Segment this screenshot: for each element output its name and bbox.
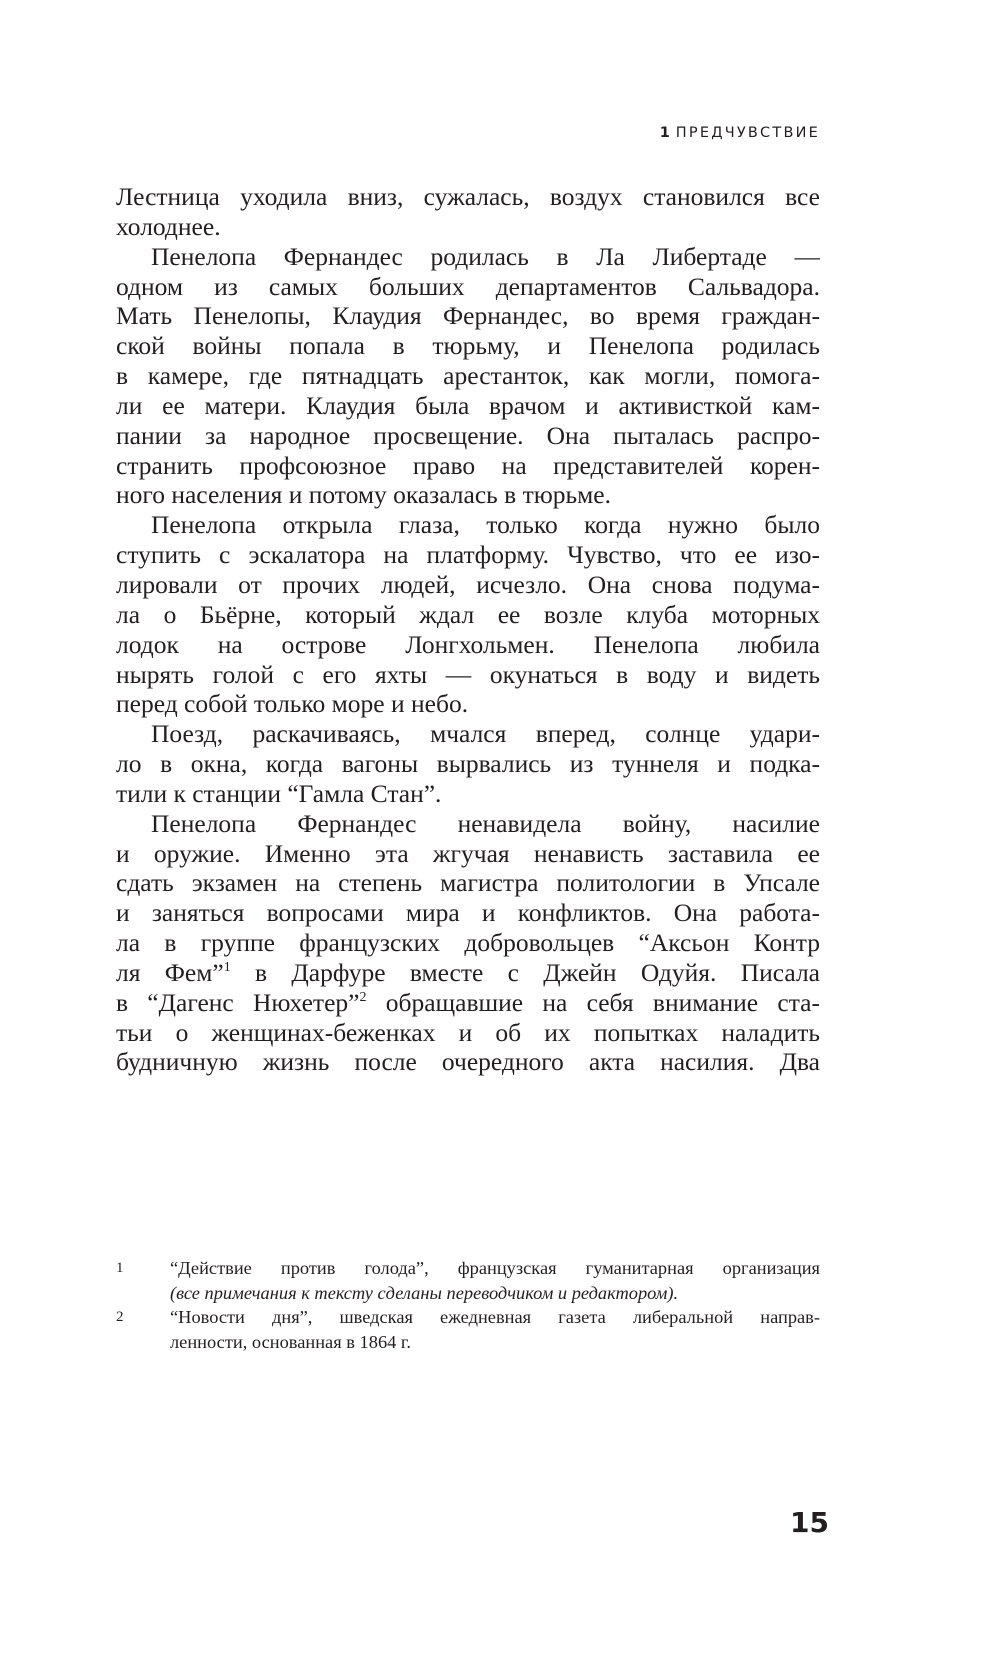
line-text: ного населения и потому оказалась в тюрьме. — [116, 480, 611, 510]
text-line — [116, 779, 820, 809]
line-text: обращавшие на себя внимание ста- — [366, 987, 820, 1017]
text-line — [116, 182, 820, 212]
chapter-title: ПРЕДЧУВСТВИЕ — [675, 125, 820, 141]
text-line — [116, 868, 820, 898]
line-text: Поезд, раскачиваясь, мчался вперед, солнце удари- — [151, 719, 820, 749]
text-line — [116, 480, 820, 510]
text-line — [116, 928, 820, 958]
text-line — [116, 689, 820, 719]
body-text — [116, 182, 820, 1077]
footnote-line: “Новости дня”, шведская ежедневная газета либеральной направ- — [170, 1307, 820, 1327]
line-text: ступить с эскалатора на платформу. Чувство, что ее изо- — [116, 540, 820, 570]
text-line — [116, 898, 820, 928]
line-text: нырять голой с его яхты — окунаться в воду и видеть — [116, 659, 820, 689]
footnotes — [116, 1256, 820, 1354]
line-text: одном из самых больших департаментов Сальвадора. — [116, 271, 820, 301]
line-text: ла о Бьёрне, который ждал ее возле клуба моторных — [116, 599, 820, 629]
line-text: и оружие. Именно эта жгучая ненависть заставила ее — [116, 838, 820, 868]
footnote-line: (все примечания к тексту сделаны переводчиком и редактором). — [170, 1282, 679, 1303]
running-head — [660, 125, 820, 141]
line-text: лировали от прочих людей, исчезло. Она снова подума- — [116, 569, 820, 599]
text-line — [116, 301, 820, 331]
text-line — [116, 719, 820, 749]
footnote-line: “Действие против голода”, французская гуманитарная организация — [170, 1258, 820, 1278]
text-line — [116, 540, 820, 570]
footnote-ref[interactable]: 2 — [359, 989, 367, 1005]
footnote — [116, 1256, 820, 1305]
line-text: странить профсоюзное право на представителей корен- — [116, 450, 820, 480]
line-text: Пенелопа Фернандес ненавидела войну, насилие — [151, 808, 820, 838]
text-line — [116, 451, 820, 481]
text-line — [116, 361, 820, 391]
text-line — [116, 212, 820, 242]
text-line — [116, 809, 820, 839]
text-line — [116, 958, 820, 988]
footnote — [116, 1305, 820, 1354]
text-line — [116, 272, 820, 302]
text-line — [116, 839, 820, 869]
text-line — [116, 660, 820, 690]
line-text: лодок на острове Лонгхольмен. Пенелопа любила — [116, 629, 820, 659]
page-number: 15 — [790, 1506, 829, 1539]
line-text: ло в окна, когда вагоны вырвались из туннеля и подка- — [116, 749, 820, 779]
line-text: в Дарфуре вместе с Джейн Одуйя. Писала — [230, 957, 820, 987]
text-line — [116, 570, 820, 600]
footnote-number: 2 — [116, 1309, 124, 1325]
line-text: и заняться вопросами мира и конфликтов. Она работа- — [116, 898, 820, 928]
line-text: будничную жизнь после очередного акта насилия. Два — [116, 1047, 820, 1077]
line-text: перед собой только море и небо. — [116, 689, 469, 719]
text-line — [116, 510, 820, 540]
text-line — [116, 1018, 820, 1048]
line-text: тьи о женщинах-беженках и об их попытках наладить — [116, 1017, 820, 1047]
text-line — [116, 1047, 820, 1077]
line-text: ла в группе французских добровольцев “Аксьон Контр — [116, 928, 820, 958]
line-text: ской войны попала в тюрьму, и Пенелопа родилась — [116, 331, 820, 361]
line-text: Лестница уходила вниз, сужалась, воздух становился все — [116, 182, 820, 211]
line-text: Пенелопа Фернандес родилась в Ла Либертаде — — [151, 241, 820, 271]
line-text: ля Фем” — [116, 957, 224, 987]
text-line — [116, 331, 820, 361]
footnote-line: ленности, основанная в 1864 г. — [170, 1331, 411, 1352]
text-line — [116, 988, 820, 1018]
line-text: в “Дагенс Нюхетер” — [116, 987, 360, 1017]
text-line — [116, 242, 820, 272]
footnote-ref[interactable]: 1 — [223, 959, 231, 975]
text-line — [116, 630, 820, 660]
line-text: в камере, где пятнадцать арестанток, как могли, помога- — [116, 361, 820, 391]
footnote-number: 1 — [116, 1260, 124, 1276]
text-line — [116, 749, 820, 779]
text-line — [116, 600, 820, 630]
footnote-text — [170, 1305, 820, 1354]
line-text: ли ее матери. Клаудия была врачом и активисткой кам- — [116, 390, 820, 420]
text-line — [116, 391, 820, 421]
line-text: Мать Пенелопы, Клаудия Фернандес, во время граждан- — [116, 301, 820, 331]
line-text: холоднее. — [116, 211, 221, 241]
line-text: пании за народное просвещение. Она пыталась распро- — [116, 420, 820, 450]
footnote-text — [170, 1256, 820, 1305]
text-line — [116, 421, 820, 451]
chapter-number: 1 — [659, 125, 670, 141]
line-text: тили к станции “Гамла Стан”. — [116, 778, 442, 808]
line-text: сдать экзамен на степень магистра политологии в Упсале — [116, 868, 820, 898]
line-text: Пенелопа открыла глаза, только когда нужно было — [151, 510, 820, 540]
